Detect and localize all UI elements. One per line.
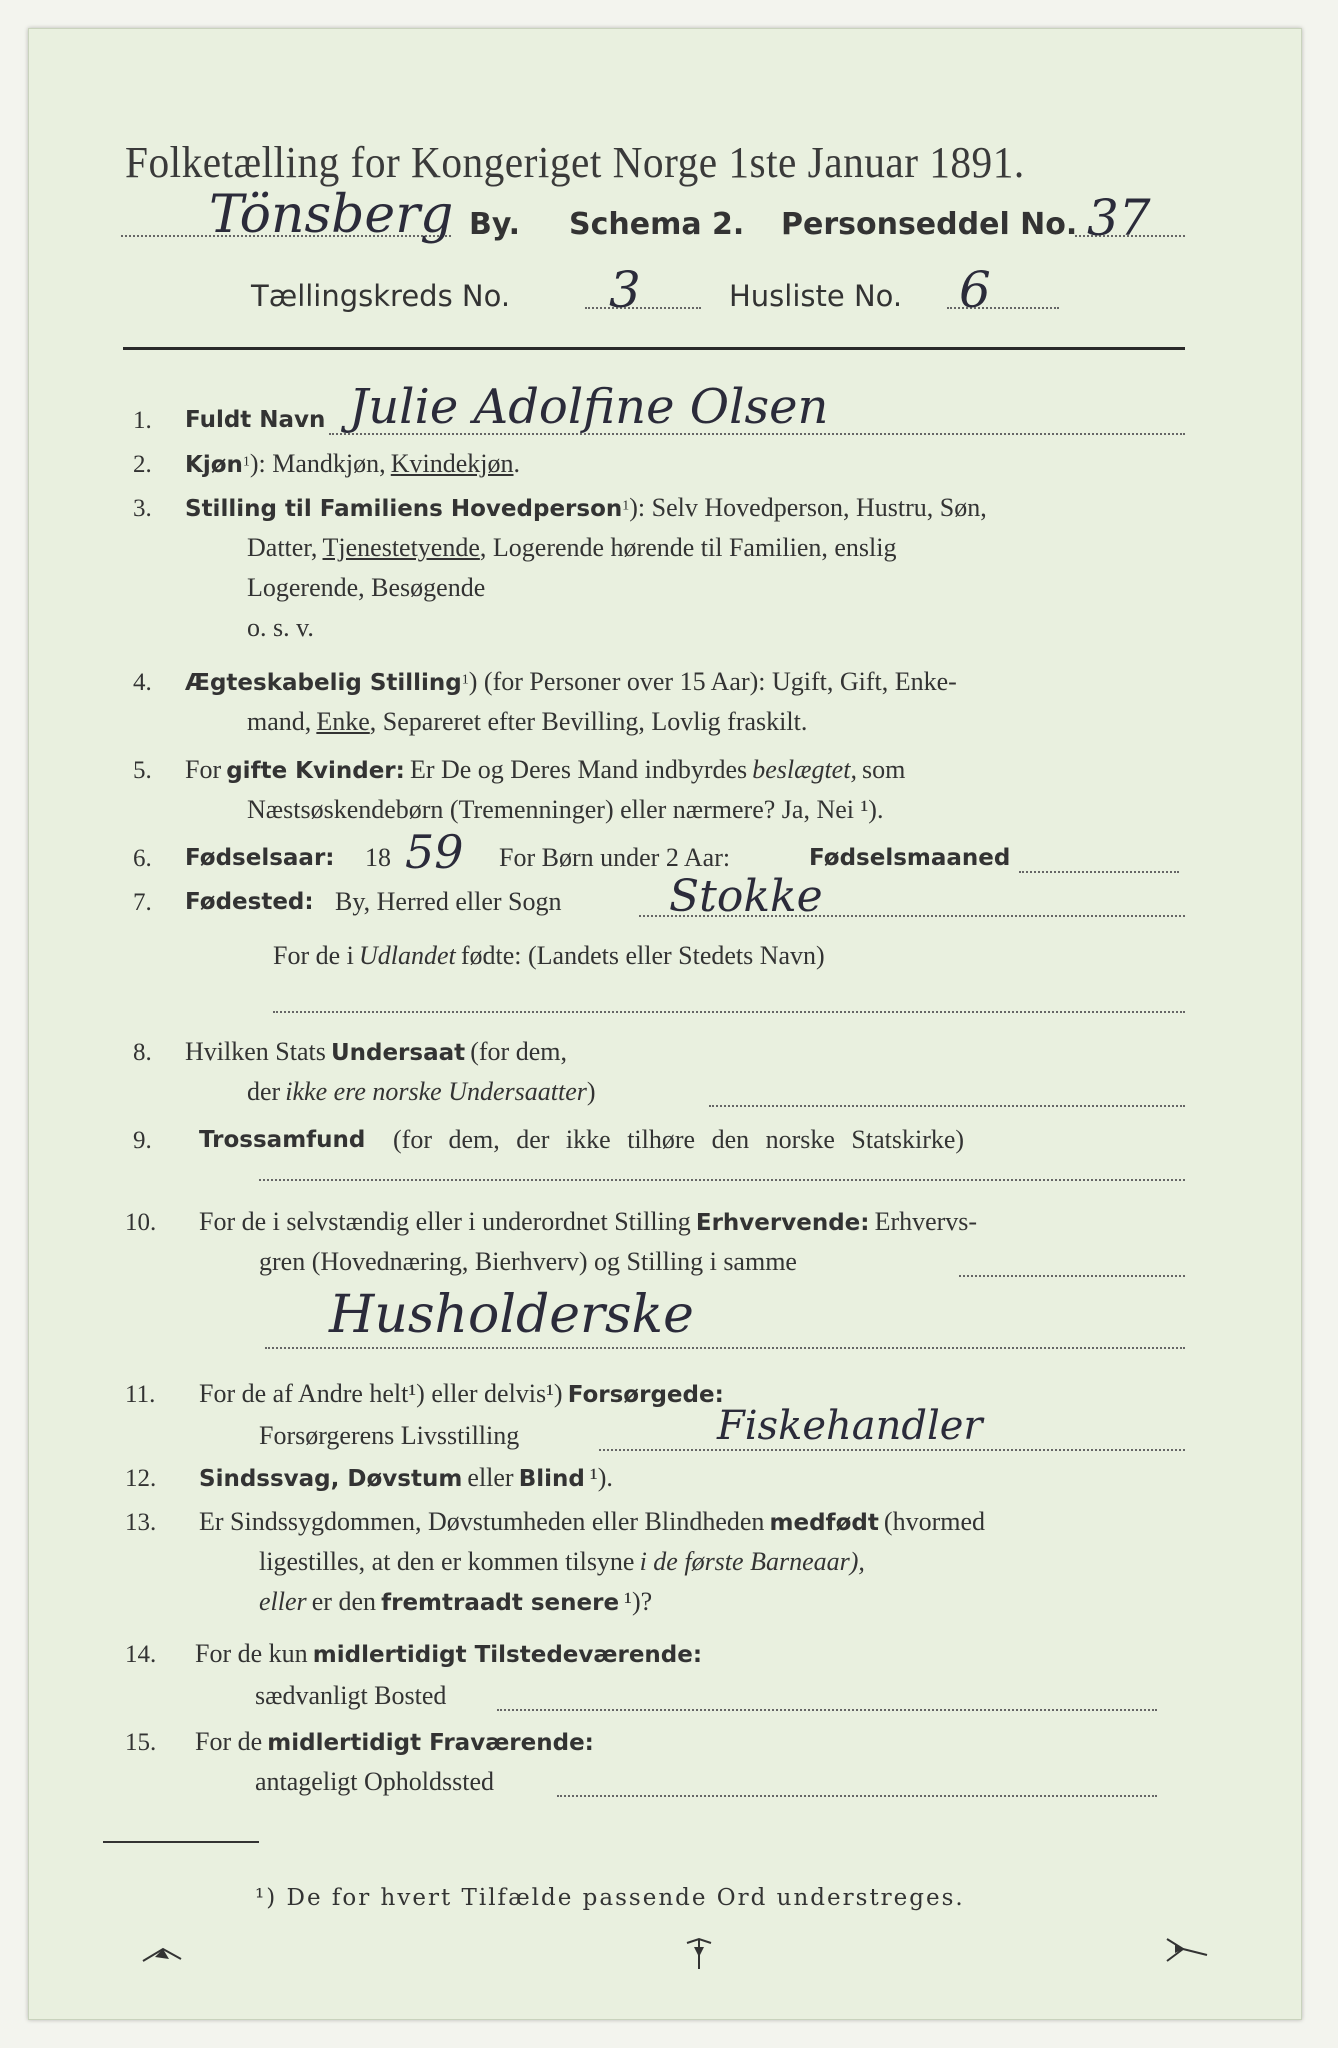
q13-text-1a: Er Sindssygdommen, Døvstumheden eller Blindheden — [199, 1507, 765, 1536]
q8-text-1b: (for dem, — [470, 1037, 567, 1066]
q13-text-3: er den — [311, 1587, 376, 1616]
q8-row-2 — [247, 1077, 596, 1107]
q13-text-3b: ¹)? — [624, 1587, 653, 1616]
q8-number: 8. — [133, 1039, 152, 1066]
q2-label: Kjøn — [185, 452, 243, 478]
q3-text-4: o. s. v. — [247, 613, 314, 642]
husliste-label: Husliste No. — [729, 279, 903, 313]
q5-text-1c: som — [862, 755, 906, 784]
q11-text-1: For de af Andre helt¹) eller delvis¹) — [199, 1379, 563, 1408]
q12-text-2: ¹). — [589, 1463, 613, 1492]
q5-text-2: Næstsøskendebørn (Tremenninger) eller nærmere? Ja, Nei ¹). — [247, 795, 884, 824]
q3-underlined-option: Tjenestetyende — [322, 533, 480, 562]
q10-line-2 — [265, 1347, 1185, 1349]
q4-row-1 — [185, 667, 957, 697]
q14-line — [497, 1709, 1157, 1711]
handwritten-taellingskreds-no: 3 — [609, 261, 641, 319]
printer-mark-left-icon — [141, 1943, 185, 1965]
q8-line — [709, 1105, 1185, 1107]
q6-number: 6. — [133, 845, 152, 872]
q10-number: 10. — [125, 1209, 157, 1236]
q12-label-2: Blind — [518, 1466, 585, 1492]
q8-italic: ikke ere norske Undersaatter — [285, 1077, 587, 1106]
q5-italic: beslægtet, — [752, 755, 857, 784]
q4-label: Ægteskabelig Stilling — [185, 670, 462, 696]
q7-italic: Udlandet — [358, 941, 456, 970]
q4-underlined-option: Enke — [316, 707, 370, 736]
q13-label: medfødt — [769, 1510, 879, 1536]
q13-row-3 — [259, 1587, 652, 1617]
personseddel-label: Personseddel No. — [781, 207, 1078, 242]
q13-row-1 — [199, 1507, 985, 1537]
q3-label: Stilling til Familiens Hovedperson — [185, 496, 623, 522]
q11-line — [599, 1449, 1185, 1451]
q7-label: Fødested: — [185, 889, 314, 915]
q11-text-2: Forsørgerens Livsstilling — [259, 1421, 520, 1450]
footnote-rule — [103, 1841, 259, 1843]
q14-label: midlertidigt Tilstedeværende: — [312, 1642, 703, 1668]
q13-label-2: fremtraadt senere — [381, 1590, 620, 1616]
q4-text-2a: mand, — [247, 707, 312, 736]
q11-number: 11. — [125, 1381, 156, 1408]
q3-row-1 — [185, 493, 987, 523]
q8-text-2a: der — [247, 1077, 281, 1106]
q8-row-1 — [185, 1037, 567, 1067]
q15-line — [557, 1795, 1157, 1797]
q6-century-prefix: 18 — [365, 843, 391, 872]
q15-number: 15. — [125, 1729, 157, 1756]
q14-text-2: sædvanligt Bosted — [255, 1681, 447, 1710]
printer-mark-right-icon — [1163, 1935, 1211, 1965]
taellingskreds-label: Tællingskreds No. — [251, 279, 511, 313]
q10-label: Erhvervende: — [695, 1210, 870, 1236]
q4-row-2 — [247, 707, 807, 737]
q2-row — [185, 449, 520, 479]
q3-text-2a: Datter, — [247, 533, 318, 562]
q9-text: (for dem, der ikke tilhøre den norske Statskirke) — [393, 1125, 965, 1154]
q13-text-2a: ligestilles, at den er kommen tilsyne — [259, 1547, 635, 1576]
q14-row-1 — [195, 1639, 702, 1669]
q15-label: midlertidigt Fraværende: — [267, 1730, 594, 1756]
q6-text: For Børn under 2 Aar: — [499, 843, 731, 872]
q2-underlined-option: Kvindekjøn — [390, 449, 514, 478]
q15-text-1: For de — [195, 1727, 263, 1756]
q7-number: 7. — [133, 889, 152, 916]
handwritten-birthplace: Stokke — [669, 871, 823, 922]
q4-number: 4. — [133, 669, 152, 696]
q3-text-2b: , Logerende hørende til Familien, enslig — [479, 533, 897, 562]
q5-row-1 — [185, 755, 905, 785]
q15-text-2: antageligt Opholdssted — [255, 1767, 495, 1796]
q8-label: Undersaat — [330, 1040, 466, 1066]
q1-number: 1. — [133, 407, 152, 434]
q14-text-1: For de kun — [195, 1639, 308, 1668]
q5-label: gifte Kvinder: — [226, 758, 405, 784]
q12-text-1: eller — [467, 1463, 514, 1492]
q3-row-2 — [247, 533, 897, 563]
q3-text-3: Logerende, Besøgende — [247, 573, 486, 602]
q11-label: Forsørgede: — [567, 1382, 724, 1408]
q9-line — [259, 1179, 1185, 1181]
q13-row-2 — [259, 1547, 865, 1577]
q10-line-1 — [959, 1275, 1185, 1277]
q10-row-1 — [199, 1207, 977, 1237]
schema-label: Schema 2. — [569, 207, 745, 242]
q7-text-2a: For de i — [273, 941, 354, 970]
q11-row-1 — [199, 1379, 724, 1409]
form-title: Folketælling for Kongeriget Norge 1ste Januar 1891. — [125, 138, 1025, 187]
handwritten-personseddel-no: 37 — [1087, 189, 1151, 247]
handwritten-city: Tönsberg — [209, 185, 454, 245]
handwritten-husliste-no: 6 — [959, 261, 991, 319]
q14-number: 14. — [125, 1641, 157, 1668]
q2-sup: 1 — [242, 454, 250, 470]
by-label: By. — [469, 207, 521, 242]
q9-label: Trossamfund — [199, 1127, 366, 1153]
q7-row-2 — [273, 941, 825, 971]
q15-row-1 — [195, 1727, 594, 1757]
q2-end: . — [513, 449, 521, 478]
q5-number: 5. — [133, 757, 152, 784]
q10-text-1b: Erhvervs- — [874, 1207, 978, 1236]
q7-text-2b: fødte: (Landets eller Stedets Navn) — [460, 941, 825, 970]
q12-number: 12. — [125, 1465, 157, 1492]
handwritten-name: Julie Adolfine Olsen — [349, 379, 829, 435]
q2-text: ): Mandkjøn, — [249, 449, 386, 478]
q4-sup: 1 — [461, 672, 469, 688]
q13-text-1b: (hvormed — [883, 1507, 986, 1536]
q7-line-2 — [273, 1011, 1185, 1013]
q6-label-2: Fødselsmaaned — [809, 845, 1011, 871]
handwritten-occupation: Husholderske — [329, 1285, 694, 1345]
q9-number: 9. — [133, 1127, 152, 1154]
q3-text-1: ): Selv Hovedperson, Hustru, Søn, — [629, 493, 987, 522]
q3-number: 3. — [133, 495, 152, 522]
q6-label: Fødselsaar: — [185, 845, 335, 871]
q13-italic-2: eller — [259, 1587, 307, 1616]
q10-text-2: gren (Hovednæring, Bierhverv) og Stilling i samme — [259, 1247, 797, 1276]
q3-sup: 1 — [622, 498, 630, 514]
q10-text-1a: For de i selvstændig eller i underordnet Stilling — [199, 1207, 691, 1236]
taellingskreds-line — [585, 307, 701, 309]
q12-row — [199, 1463, 613, 1493]
q1-label: Fuldt Navn — [185, 407, 326, 433]
q8-text-2b: ) — [586, 1077, 596, 1106]
handwritten-provider-occupation: Fiskehandler — [717, 1403, 983, 1449]
q6-line — [1019, 871, 1179, 873]
q12-label: Sindssvag, Døvstum — [199, 1466, 463, 1492]
q13-number: 13. — [125, 1509, 157, 1536]
q5-text-1a: For — [185, 755, 222, 784]
q2-number: 2. — [133, 451, 152, 478]
q4-text-1: ) (for Personer over 15 Aar): Ugift, Gift, Enke- — [468, 667, 957, 696]
q7-text-1: By, Herred eller Sogn — [335, 887, 562, 916]
handwritten-birth-year: 59 — [405, 825, 464, 879]
printer-mark-center-icon — [685, 1935, 713, 1973]
q13-italic: i de første Barneaar), — [639, 1547, 865, 1576]
q5-text-1b: Er De og Deres Mand indbyrdes — [409, 755, 748, 784]
census-form-sheet — [28, 28, 1302, 2020]
q4-text-2b: , Separeret efter Bevilling, Lovlig fraskilt. — [369, 707, 808, 736]
footnote: ¹) De for hvert Tilfælde passende Ord understreges. — [255, 1885, 965, 1911]
q8-text-1a: Hvilken Stats — [185, 1037, 326, 1066]
header-rule — [123, 347, 1185, 350]
